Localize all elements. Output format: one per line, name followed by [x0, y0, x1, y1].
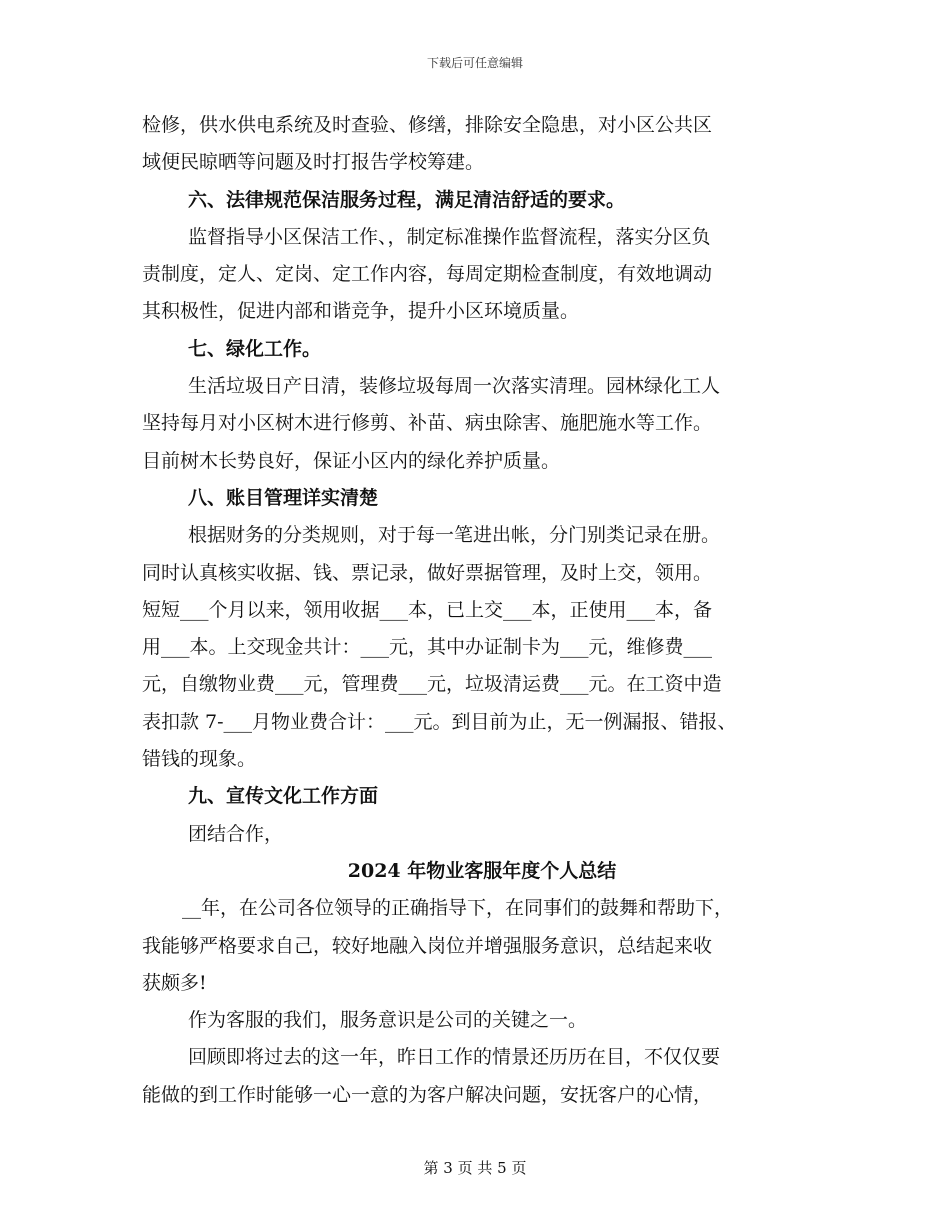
paragraph-line: 生活垃圾日产日清，装修垃圾每周一次落实清理。园林绿化工人 [188, 375, 721, 398]
paragraph-line: 其积极性，促进内部和谐竞争，提升小区环境质量。 [142, 300, 580, 323]
page-footer: 第 3 页 共 5 页 [423, 1159, 527, 1177]
paragraph-line: 同时认真核实收据、钱、票记录，做好票据管理，及时上交，领用。 [142, 561, 713, 584]
paragraph-line: 目前树木长势良好，保证小区内的绿化养护质量。 [142, 449, 561, 472]
paragraph-line: 表扣款 7-___月物业费合计：___元。到目前为止，无一例漏报、错报、 [142, 710, 737, 733]
paragraph-line: 检修，供水供电系统及时查验、修缮，排除安全隐患，对小区公共区 [142, 114, 713, 136]
paragraph-line: 根据财务的分类规则，对于每一笔进出帐，分门别类记录在册。 [188, 524, 721, 547]
section-heading-8: 八、账目管理详实清楚 [188, 486, 379, 509]
paragraph-line: 责制度，定人、定岗、定工作内容，每周定期检查制度，有效地调动 [142, 263, 713, 286]
paragraph-line: 域便民晾晒等问题及时打报告学校筹建。 [142, 151, 485, 174]
paragraph-line: 用___本。上交现金共计：___元，其中办证制卡为___元，维修费___ [142, 636, 713, 659]
paragraph-line: 监督指导小区保洁工作、，制定标准操作监督流程，落实分区负 [188, 225, 711, 248]
document-title-text: 2024 年物业客服年度个人总结 [347, 859, 617, 882]
page-header: 下载后可任意编辑 [426, 56, 523, 70]
section-heading-9: 九、宣传文化工作方面 [188, 785, 379, 808]
document-body [142, 107, 810, 1114]
paragraph-line: 能做的到工作时能够一心一意的为客户解决问题，安抚客户的心情， [142, 1083, 713, 1106]
paragraph-line: __年，在公司各位领导的正确指导下，在同事们的鼓舞和帮助下， [182, 897, 734, 920]
paragraph-line: 获颇多! [142, 971, 207, 994]
document-title [142, 853, 810, 890]
paragraph-line: 团结合作， [188, 822, 284, 845]
paragraph-line: 错钱的现象。 [142, 748, 257, 771]
section-heading-7: 七、绿化工作。 [188, 337, 322, 360]
paragraph-line: 作为客服的我们，服务意识是公司的关键之一。 [188, 1009, 588, 1032]
paragraph-line: 我能够严格要求自己，较好地融入岗位并增强服务意识，总结起来收 [142, 934, 713, 957]
section-heading-6: 六、法律规范保洁服务过程，满足清洁舒适的要求。 [188, 188, 626, 211]
paragraph-line: 回顾即将过去的这一年，昨日工作的情景还历历在目，不仅仅要 [188, 1046, 721, 1069]
paragraph-line: 短短___个月以来，领用收据___本，已上交___本，正使用___本，备 [142, 598, 713, 621]
paragraph-line: 元，自缴物业费___元，管理费___元，垃圾清运费___元。在工资中造 [142, 673, 722, 696]
paragraph-line: 坚持每月对小区树木进行修剪、补苗、病虫除害、施肥施水等工作。 [142, 412, 713, 435]
